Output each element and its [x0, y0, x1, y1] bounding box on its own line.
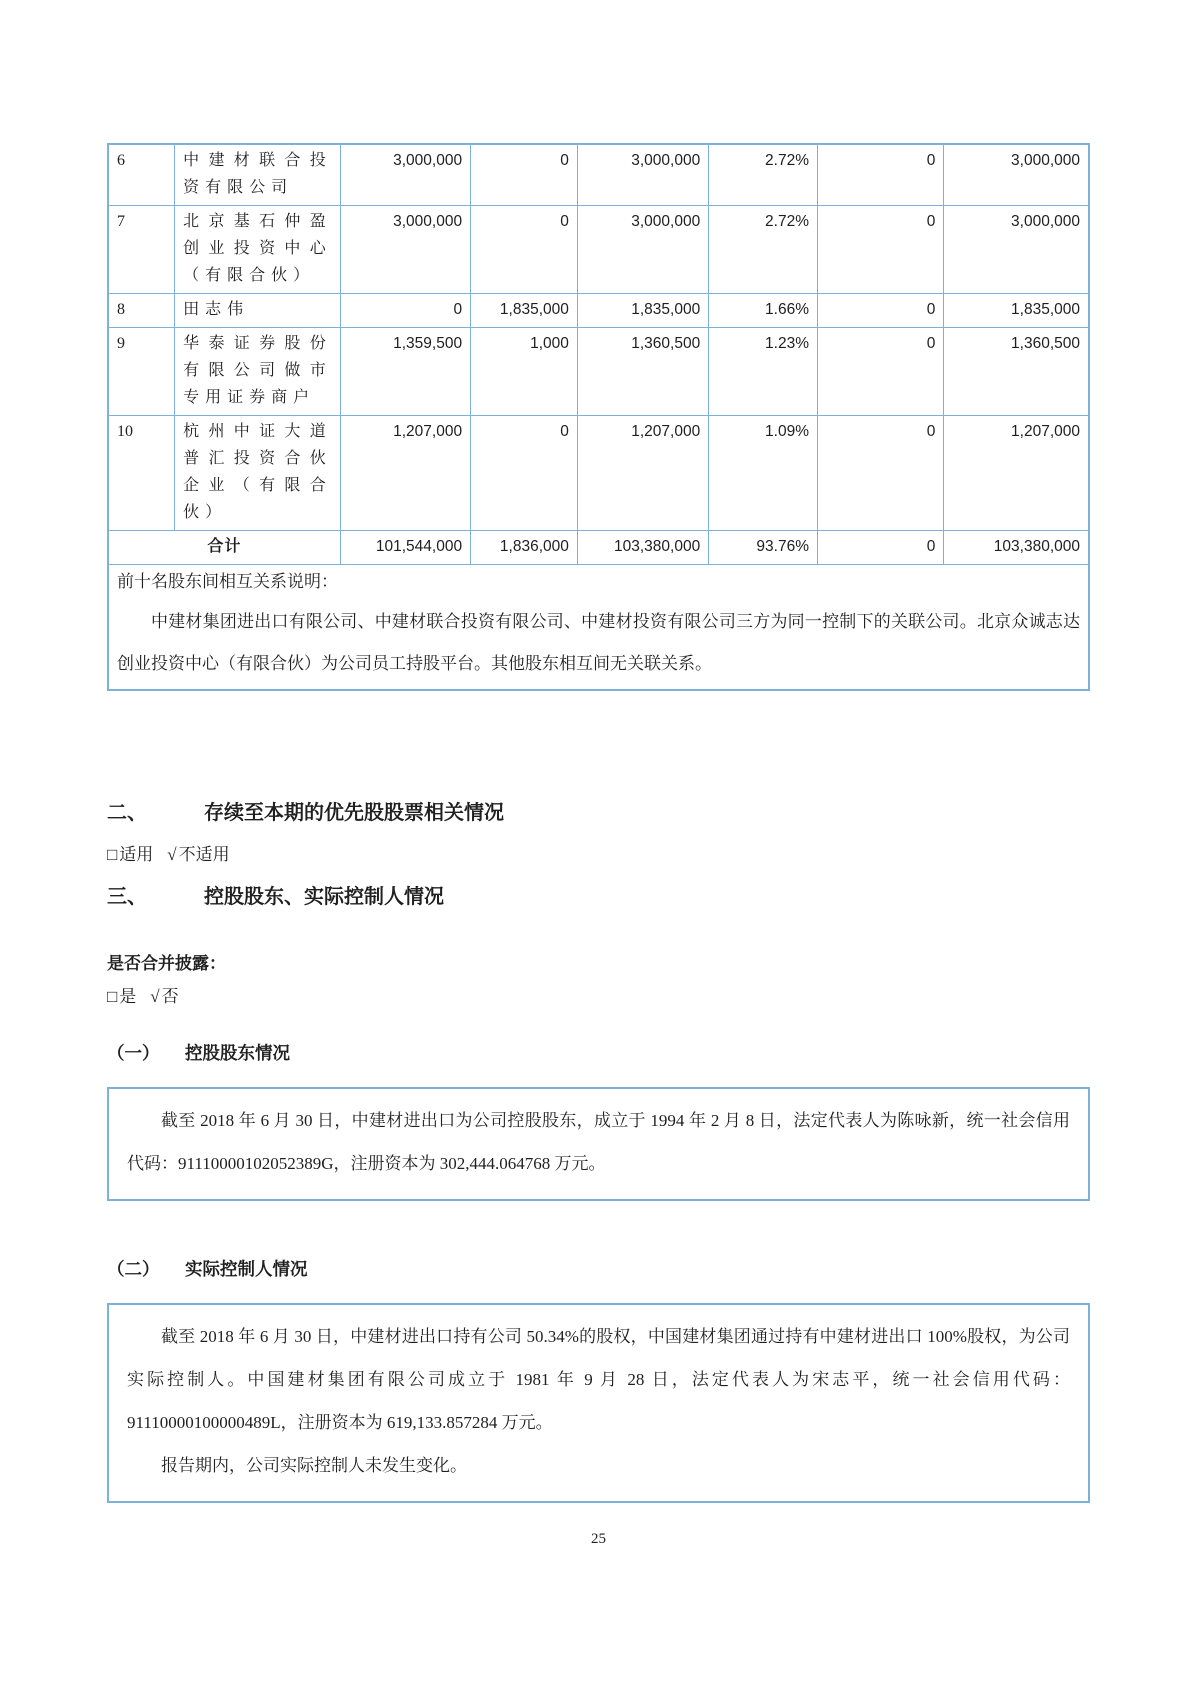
section-2-heading [107, 799, 1090, 827]
pledged: 0 [817, 294, 943, 328]
note-row [108, 565, 1089, 691]
total-pledged: 0 [817, 531, 943, 565]
checkbox-icon: □ [107, 987, 118, 1006]
check-icon: √ [150, 987, 160, 1006]
section-3-heading [107, 883, 1090, 911]
change: 1,000 [471, 328, 578, 416]
change: 1,835,000 [471, 294, 578, 328]
percent: 1.09% [709, 416, 818, 531]
merge-options [107, 985, 1090, 1009]
total-percent: 93.76% [709, 531, 818, 565]
pledged: 0 [817, 416, 943, 531]
subsection-1-number: （一） [107, 1043, 160, 1063]
actual-controller-text: 截至 2018 年 6 月 30 日，中建材进出口持有公司 50.34%的股权，中国建材集团通过持有中建材进出口 100%股权，为公司实际控制人。中国建材集团有限公司成立于 1981 年 9 月 28 日，法定代表人为宋志平，统一社会信用代码：91110000100000489L，注册资本为 619,133.857284 万元。 [127, 1327, 1070, 1432]
section-3-number: 三、 [107, 886, 147, 908]
held-end: 3,000,000 [577, 206, 708, 294]
subsection-1-title: 控股股东情况 [185, 1043, 290, 1063]
percent: 2.72% [709, 144, 818, 206]
table-row [108, 294, 1089, 328]
total-shares: 3,000,000 [944, 144, 1089, 206]
top-shareholders-table [107, 143, 1090, 691]
row-no: 9 [108, 328, 175, 416]
total-row [108, 531, 1089, 565]
section-3-title: 控股股东、实际控制人情况 [204, 886, 444, 908]
shareholder-name: 杭州中证大道普汇投资合伙企业（有限合伙） [175, 416, 341, 531]
held-begin: 3,000,000 [340, 206, 470, 294]
controller-change-note: 报告期内，公司实际控制人未发生变化。 [161, 1456, 467, 1475]
table-row [108, 144, 1089, 206]
total-shares: 1,360,500 [944, 328, 1089, 416]
total-held-begin: 101,544,000 [340, 531, 470, 565]
yes-label: 是 [119, 987, 137, 1006]
change: 0 [471, 206, 578, 294]
applicable-label: 适用 [119, 845, 154, 864]
total-label: 合计 [108, 531, 340, 565]
held-begin: 0 [340, 294, 470, 328]
merge-disclosure-question: 是否合并披露： [107, 954, 226, 973]
row-no: 8 [108, 294, 175, 328]
row-no: 7 [108, 206, 175, 294]
total-shares: 1,835,000 [944, 294, 1089, 328]
subsection-1-heading [107, 1041, 1090, 1065]
percent: 1.66% [709, 294, 818, 328]
held-end: 1,835,000 [577, 294, 708, 328]
held-begin: 3,000,000 [340, 144, 470, 206]
subsection-2-title: 实际控制人情况 [185, 1259, 308, 1279]
page-number: 25 [591, 1531, 606, 1547]
no-label: 否 [161, 987, 179, 1006]
total-held-end: 103,380,000 [577, 531, 708, 565]
pledged: 0 [817, 328, 943, 416]
total-total: 103,380,000 [944, 531, 1089, 565]
pledged: 0 [817, 144, 943, 206]
subsection-2-number: （二） [107, 1259, 160, 1279]
controlling-shareholder-box [107, 1087, 1090, 1201]
held-end: 1,360,500 [577, 328, 708, 416]
actual-controller-box [107, 1303, 1090, 1503]
total-shares: 3,000,000 [944, 206, 1089, 294]
table-row [108, 416, 1089, 531]
check-icon: √ [167, 845, 177, 864]
change: 0 [471, 416, 578, 531]
held-begin: 1,359,500 [340, 328, 470, 416]
change: 0 [471, 144, 578, 206]
total-change: 1,836,000 [471, 531, 578, 565]
shareholder-name: 中建材联合投资有限公司 [175, 144, 341, 206]
row-no: 10 [108, 416, 175, 531]
shareholder-name: 田志伟 [175, 294, 341, 328]
row-no: 6 [108, 144, 175, 206]
held-end: 1,207,000 [577, 416, 708, 531]
applicable-options [107, 843, 1090, 867]
subsection-2-heading [107, 1257, 1090, 1281]
shareholder-name: 北京基石仲盈创业投资中心（有限合伙） [175, 206, 341, 294]
not-applicable-label: 不适用 [178, 845, 230, 864]
held-begin: 1,207,000 [340, 416, 470, 531]
table-row [108, 328, 1089, 416]
relationship-note-title: 前十名股东间相互关系说明： [117, 572, 338, 591]
relationship-note-text: 中建材集团进出口有限公司、中建材联合投资有限公司、中建材投资有限公司三方为同一控制下的关联公司。北京众诚志达创业投资中心（有限合伙）为公司员工持股平台。其他股东相互间无关联关系。 [117, 612, 1080, 673]
shareholder-name: 华泰证券股份有限公司做市专用证券商户 [175, 328, 341, 416]
section-2-number: 二、 [107, 802, 147, 824]
section-2-title: 存续至本期的优先股股票相关情况 [204, 802, 504, 824]
table-row [108, 206, 1089, 294]
percent: 2.72% [709, 206, 818, 294]
percent: 1.23% [709, 328, 818, 416]
total-shares: 1,207,000 [944, 416, 1089, 531]
checkbox-icon: □ [107, 845, 118, 864]
held-end: 3,000,000 [577, 144, 708, 206]
controlling-shareholder-text: 截至 2018 年 6 月 30 日，中建材进出口为公司控股股东，成立于 1994 年 2 月 8 日，法定代表人为陈咏新，统一社会信用代码：91110000102052389G，注册资本为 302,444.064768 万元。 [127, 1111, 1070, 1173]
pledged: 0 [817, 206, 943, 294]
